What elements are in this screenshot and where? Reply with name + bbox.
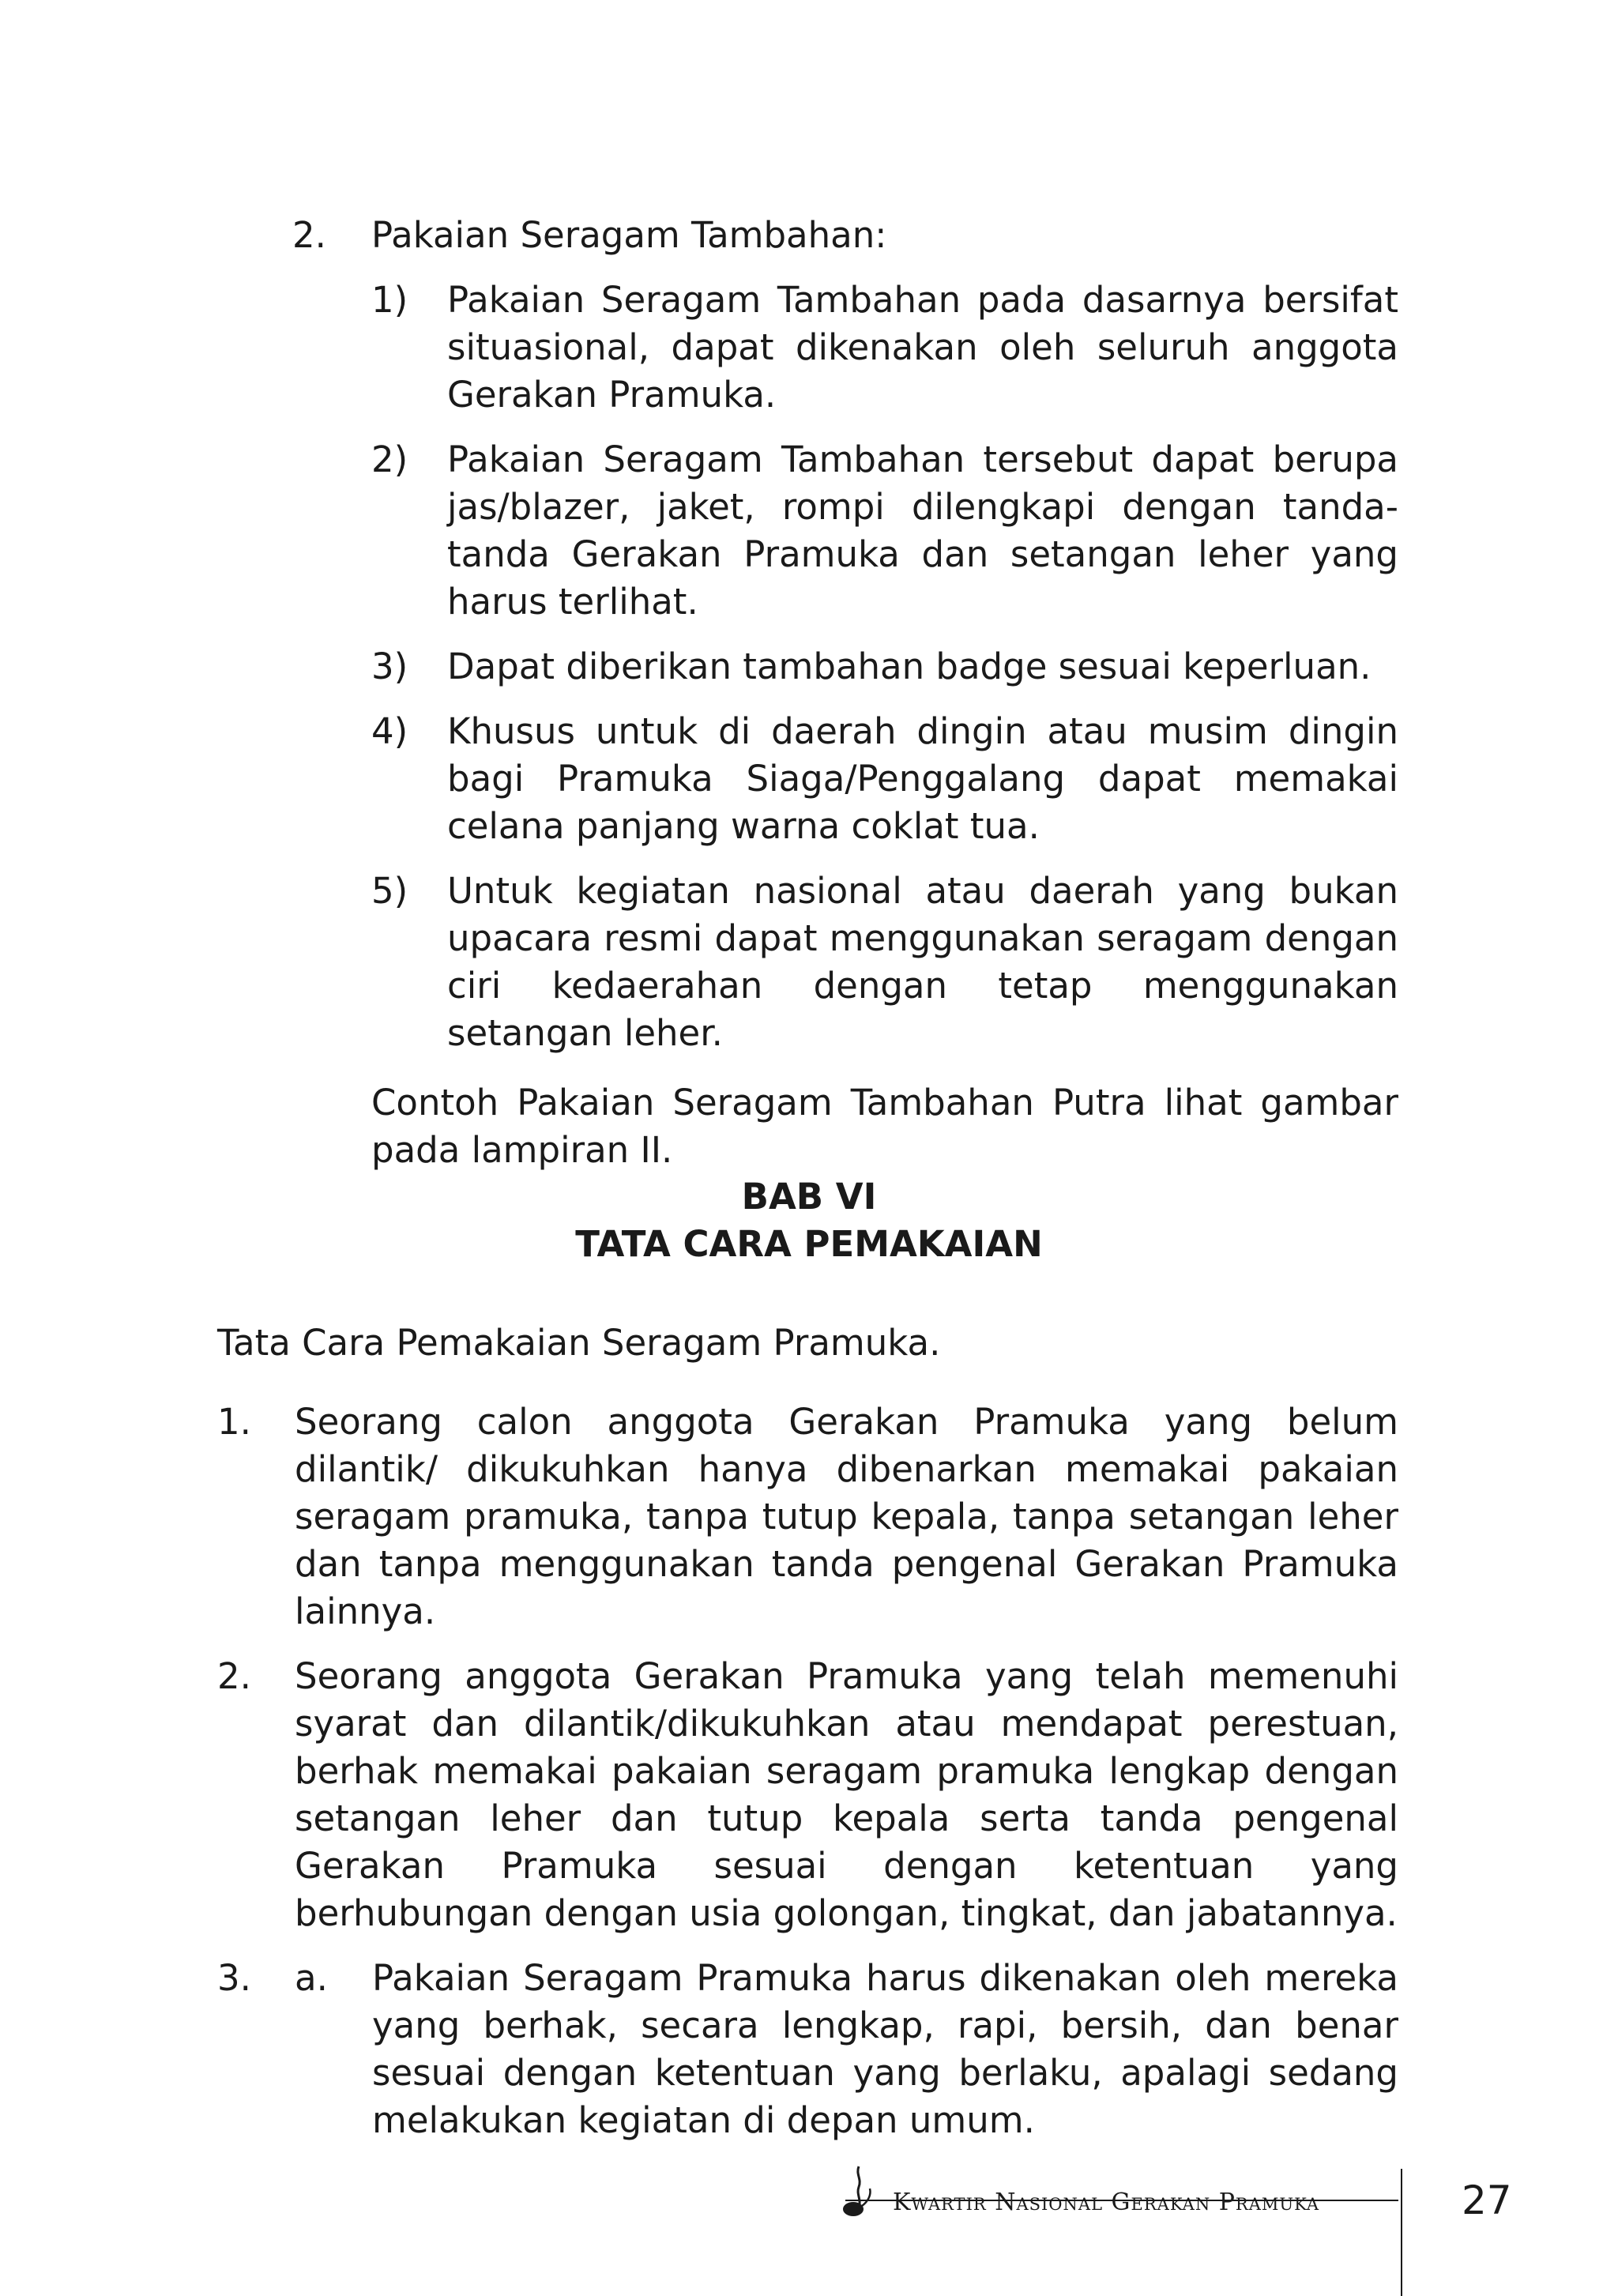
list-item bbox=[371, 277, 1398, 419]
pramuka-tunas-kelapa-icon bbox=[841, 2165, 875, 2220]
list-item bbox=[371, 643, 1398, 691]
item-number: 3. bbox=[217, 1957, 251, 1999]
item-number: 2) bbox=[371, 438, 408, 480]
item-text: Seorang anggota Gerakan Pramuka yang telah memenuhi syarat dan dilantik/dikukuhkan atau mendapat perestuan, berhak memakai pakaian seragam pramuka lengkap dengan setangan leher dan tutup kepala serta tanda pengenal Gerakan Pramuka sesuai dengan ketentuan yang berhubungan dengan usia golongan, tingkat, dan jabatannya. bbox=[295, 1655, 1398, 1934]
item-text: Pakaian Seragam Pramuka harus dikenakan oleh mereka yang berhak, secara lengkap, rapi, bersih, dan benar sesuai dengan ketentuan yang berlaku, apalagi sedang melakukan kegiatan di depan umum. bbox=[372, 1957, 1398, 2141]
list-item bbox=[371, 708, 1398, 850]
item-number: 2. bbox=[217, 1655, 251, 1697]
item-text: Dapat diberikan tambahan badge sesuai keperluan. bbox=[447, 646, 1372, 687]
section-2-heading bbox=[292, 212, 1398, 259]
item-number: 1) bbox=[371, 279, 408, 321]
main-list bbox=[217, 1398, 1398, 2162]
footer-publisher: Kwartir Nasional Gerakan Pramuka bbox=[893, 2189, 1320, 2216]
item-text: Untuk kegiatan nasional atau daerah yang bukan upacara resmi dapat menggunakan seragam dengan ciri kedaerahan dengan tetap menggunakan setangan leher. bbox=[447, 870, 1398, 1054]
item-number: 5) bbox=[371, 870, 408, 912]
section-2-items bbox=[371, 277, 1398, 1057]
item-text: Seorang calon anggota Gerakan Pramuka yang belum dilantik/ dikukuhkan hanya dibenarkan memakai pakaian seragam pramuka, tanpa tutup kepala, tanpa setangan leher dan tanpa menggunakan tanda pengenal Gerakan Pramuka lainnya. bbox=[295, 1401, 1398, 1632]
section-2-title: Pakaian Seragam Tambahan: bbox=[371, 214, 887, 256]
item-number: 4) bbox=[371, 710, 408, 752]
list-item bbox=[371, 868, 1398, 1057]
footer-vertical-rule bbox=[1401, 2169, 1402, 2296]
sub-item bbox=[295, 1955, 1398, 2144]
list-item bbox=[217, 1653, 1398, 1937]
sub-item-letter: a. bbox=[295, 1957, 328, 1999]
item-text: Pakaian Seragam Tambahan tersebut dapat berupa jas/blazer, jaket, rompi dilengkapi dengan tanda-tanda Gerakan Pramuka dan setangan leher yang harus terlihat. bbox=[447, 438, 1398, 623]
section-2-number: 2. bbox=[292, 214, 326, 256]
intro-text: Tata Cara Pemakaian Seragam Pramuka. bbox=[217, 1322, 941, 1364]
list-item bbox=[217, 1398, 1398, 1635]
section-2 bbox=[292, 212, 1398, 1174]
chapter-label: BAB VI bbox=[741, 1176, 877, 1218]
section-2-note: Contoh Pakaian Seragam Tambahan Putra lihat gambar pada lampiran II. bbox=[371, 1082, 1398, 1171]
item-text: Pakaian Seragam Tambahan pada dasarnya bersifat situasional, dapat dikenakan oleh seluruh anggota Gerakan Pramuka. bbox=[447, 279, 1398, 416]
item-number: 3) bbox=[371, 646, 408, 687]
item-text: Khusus untuk di daerah dingin atau musim dingin bagi Pramuka Siaga/Penggalang dapat memakai celana panjang warna coklat tua. bbox=[447, 710, 1398, 847]
item-number: 1. bbox=[217, 1401, 251, 1443]
list-item bbox=[371, 436, 1398, 626]
list-item bbox=[217, 1955, 1398, 2144]
chapter-title: TATA CARA PEMAKAIAN bbox=[575, 1223, 1043, 1265]
page-number: 27 bbox=[1462, 2177, 1512, 2223]
